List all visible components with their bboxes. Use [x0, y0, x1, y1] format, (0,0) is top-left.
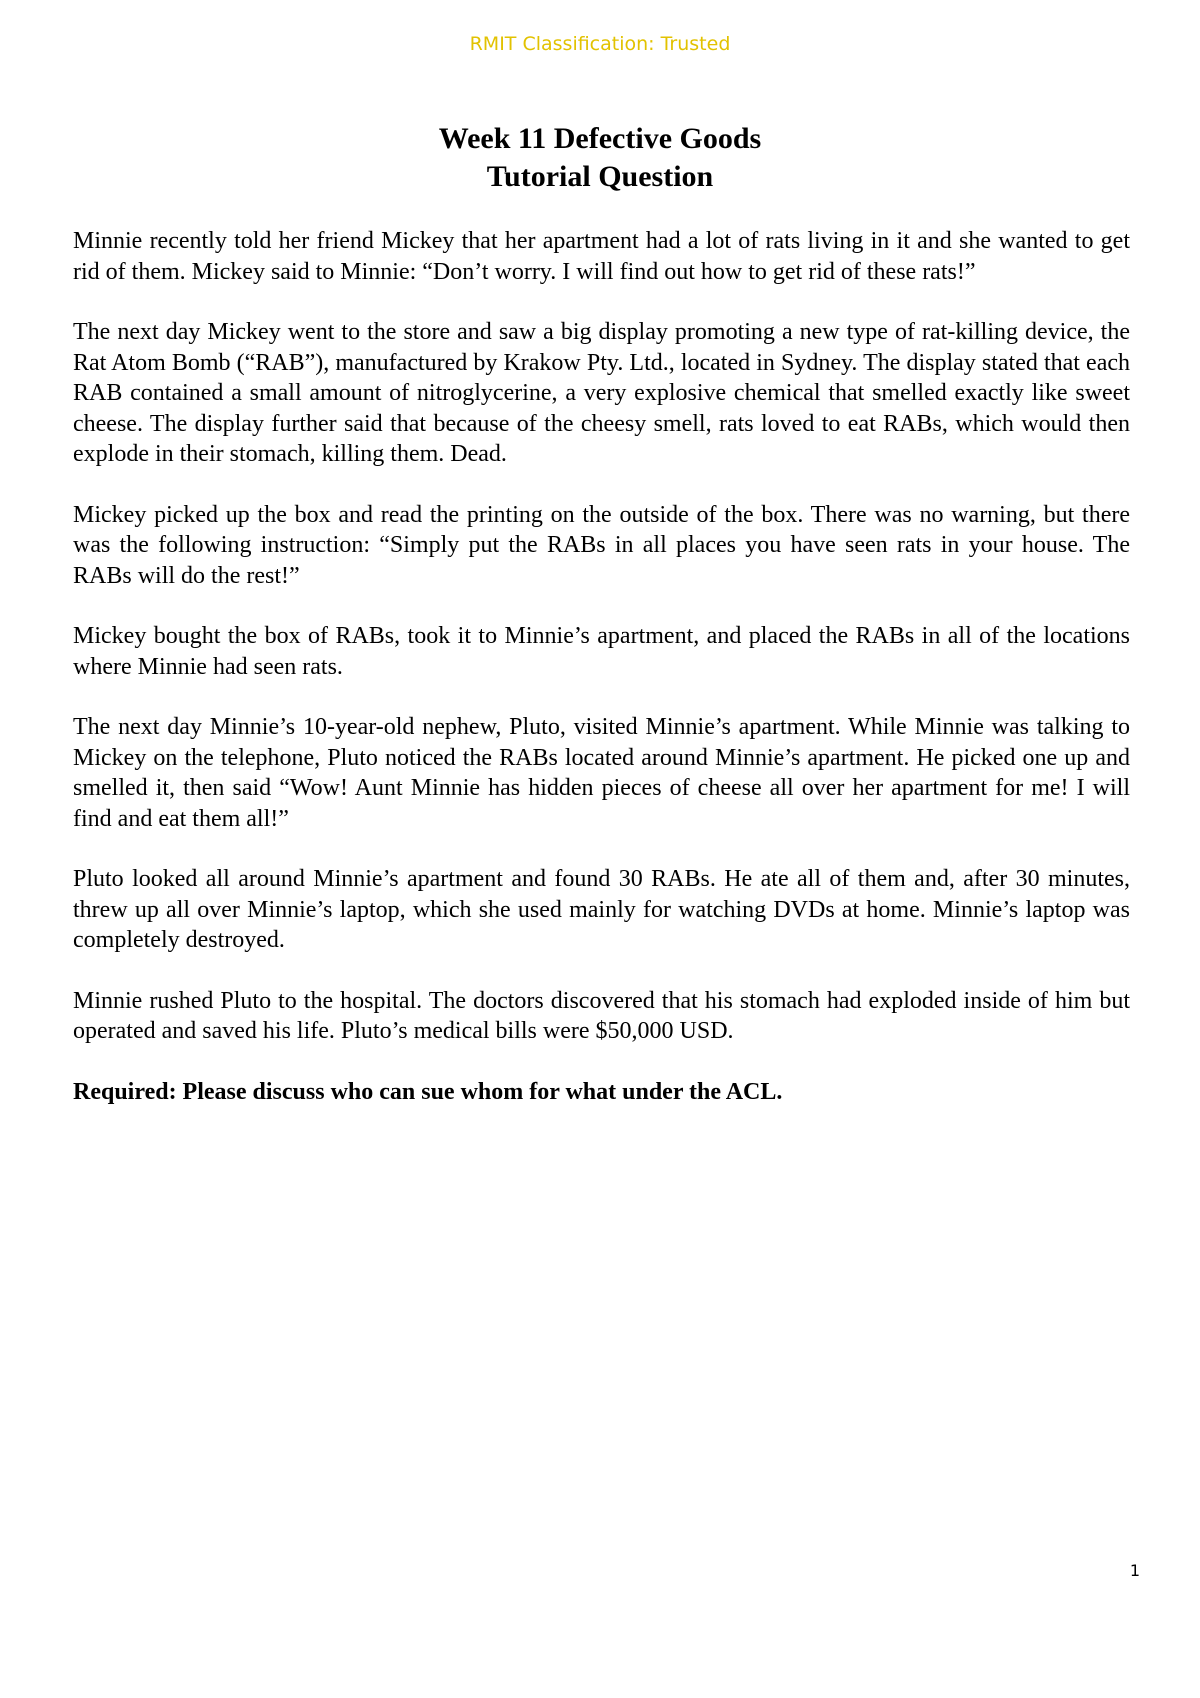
page-number: 1	[1129, 1561, 1140, 1580]
paragraph-6: Pluto looked all around Minnie’s apartment and found 30 RABs. He ate all of them and, after 30 minutes, threw up all over Minnie’s laptop, which she used mainly for watching DVDs at home. Minnie’s laptop was completely destroyed.	[73, 866, 1130, 953]
paragraph-7: Minnie rushed Pluto to the hospital. The doctors discovered that his stomach had exploded inside of him but operated and saved his life. Pluto’s medical bills were $50,000 USD.	[73, 987, 1130, 1044]
paragraph-5: The next day Minnie’s 10-year-old nephew, Pluto, visited Minnie’s apartment. While Minnie was talking to Mickey on the telephone, Pluto noticed the RABs located around Minnie’s apartment. He picked one up and smelled it, then said “Wow! Aunt Minnie has hidden pieces of cheese all over her apartment for me! I will find and eat them all!”	[73, 714, 1130, 832]
document-title	[0, 120, 1200, 196]
title-line-2: Tutorial Question	[486, 160, 714, 193]
document-body	[73, 226, 1130, 1137]
paragraph-3: Mickey picked up the box and read the printing on the outside of the box. There was no warning, but there was the following instruction: “Simply put the RABs in all places you have seen rats in your house. The RABs will do the rest!”	[73, 501, 1130, 589]
paragraph-2: The next day Mickey went to the store and saw a big display promoting a new type of rat-killing device, the Rat Atom Bomb (“RAB”), manufactured by Krakow Pty. Ltd., located in Sydney. The display stated that each RAB contained a small amount of nitroglycerine, a very explosive chemical that smelled exactly like sweet cheese. The display further said that because of the cheesy smell, rats loved to eat RABs, which would then explode in their stomach, killing them. Dead.	[73, 319, 1130, 467]
paragraph-1: Minnie recently told her friend Mickey that her apartment had a lot of rats living in it and she wanted to get rid of them. Mickey said to Minnie: “Don’t worry. I will find out how to get rid of these rats!”	[73, 228, 1130, 285]
classification-label: RMIT Classification: Trusted	[469, 33, 731, 55]
paragraph-4: Mickey bought the box of RABs, took it to Minnie’s apartment, and placed the RABs in all of the locations where Minnie had seen rats.	[73, 623, 1130, 680]
required-question: Required: Please discuss who can sue whom for what under the ACL.	[73, 1078, 783, 1105]
title-line-1: Week 11 Defective Goods	[438, 122, 762, 155]
